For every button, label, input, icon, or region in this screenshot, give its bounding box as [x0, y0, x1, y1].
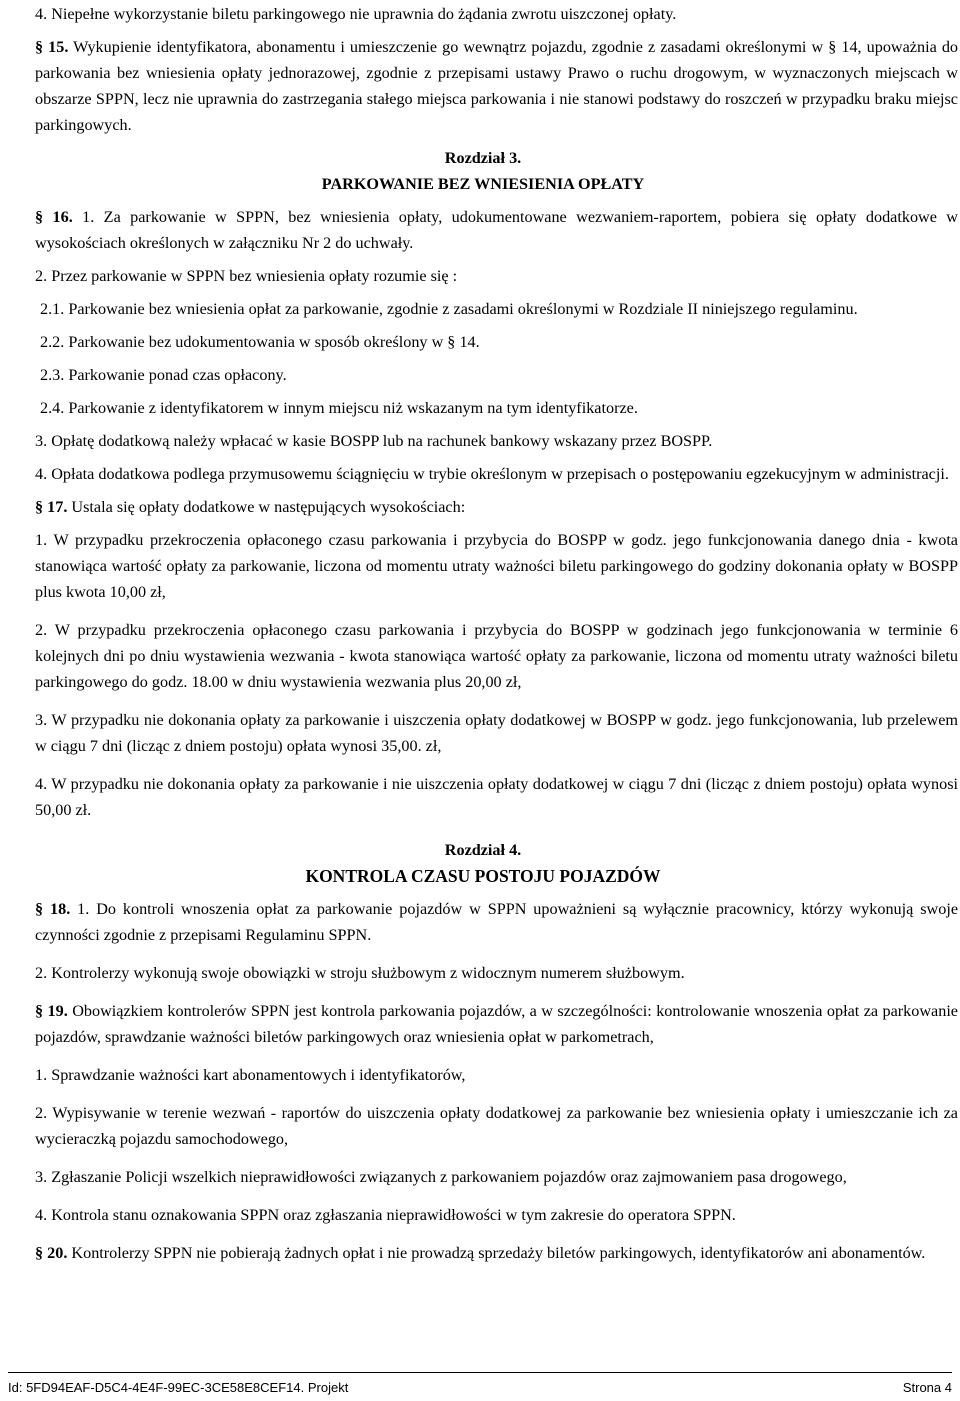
- document-id: Id: 5FD94EAF-D5C4-4E4F-99EC-3CE58E8CEF14. Projekt: [8, 1380, 349, 1395]
- section-18: [8, 896, 958, 948]
- paragraph-15-4: 4. Niepełne wykorzystanie biletu parkingowego nie uprawnia do żądania zwrotu uiszczonej opłaty.: [35, 5, 677, 23]
- section-15: [8, 34, 958, 138]
- section-18-2: 2. Kontrolerzy wykonują swoje obowiązki w stroju służbowym z widocznym numerem służbowym.: [35, 964, 685, 982]
- chapter-4-name: KONTROLA CZASU POSTOJU POJAZDÓW: [305, 866, 661, 886]
- section-16: [8, 204, 958, 256]
- chapter-3-title: Rozdział 3.: [444, 149, 522, 167]
- section-16-4: 4. Opłata dodatkowa podlega przymusowemu ściągnięciu w trybie określonym w przepisach o postępowaniu egzekucyjnym w administracji.: [35, 465, 949, 483]
- section-17-3: 3. W przypadku nie dokonania opłaty za parkowanie i uiszczenia opłaty dodatkowej w BOSPP w godz. jego funkcjonowania, lub przelewem w ciągu 7 dni (licząc z dniem postoju) opłata wynosi 35,00. zł,: [35, 711, 958, 755]
- section-19-number: § 19.: [35, 1002, 68, 1020]
- page-number: Strona 4: [902, 1380, 952, 1395]
- section-18-1-text: 1. Do kontroli wnoszenia opłat za parkowanie pojazdów w SPPN upoważnieni są wyłącznie pracownicy, którzy wykonują swoje czynności zgodnie z przepisami Regulaminu SPPN.: [35, 900, 959, 944]
- section-16-2: 2. Przez parkowanie w SPPN bez wniesienia opłaty rozumie się :: [35, 267, 458, 285]
- section-20-number: § 20.: [35, 1244, 68, 1262]
- section-16-2-1: 2.1. Parkowanie bez wniesienia opłat za parkowanie, zgodnie z zasadami określonymi w Rozdziale II niniejszego regulaminu.: [40, 300, 858, 318]
- chapter-4-title: Rozdział 4.: [444, 841, 522, 859]
- section-16-2-3: 2.3. Parkowanie ponad czas opłacony.: [40, 366, 287, 384]
- section-16-3: 3. Opłatę dodatkową należy wpłacać w kasie BOSPP lub na rachunek bankowy wskazany przez BOSPP.: [35, 432, 713, 450]
- section-16-1-text: 1. Za parkowanie w SPPN, bez wniesienia opłaty, udokumentowane wezwaniem-raportem, pobiera się opłaty dodatkowe w wysokościach określonych w załączniku Nr 2 do uchwały.: [35, 208, 958, 252]
- section-16-2-4: 2.4. Parkowanie z identyfikatorem w innym miejscu niż wskazanym na tym identyfikatorze.: [40, 399, 638, 417]
- section-17-text: Ustala się opłaty dodatkowe w następujących wysokościach:: [67, 498, 466, 516]
- section-17-4: 4. W przypadku nie dokonania opłaty za parkowanie i nie uiszczenia opłaty dodatkowej w ciągu 7 dni (licząc z dniem postoju) opłata wynosi 50,00 zł.: [35, 775, 958, 819]
- section-15-text: Wykupienie identyfikatora, abonamentu i umieszczenie go wewnątrz pojazdu, zgodnie z zasadami określonymi w § 14, upoważnia do parkowania bez wniesienia opłaty jednorazowej, zgodnie z przepisami ustawy Prawo o ruchu drogowym, w wyznaczonych miejscach w obszarze SPPN, lecz nie uprawnia do zastrzegania stałego miejsca parkowania i nie stanowi podstawy do roszczeń w przypadku braku miejsc parkingowych.: [35, 38, 959, 134]
- section-19-text: Obowiązkiem kontrolerów SPPN jest kontrola parkowania pojazdów, a w szczególności: kontrolowanie wnoszenia opłat za parkowanie pojazdów, sprawdzanie ważności biletów parkingowych oraz wniesienia opłat w parkometrach,: [35, 1002, 958, 1046]
- section-20-text: Kontrolerzy SPPN nie pobierają żadnych opłat i nie prowadzą sprzedaży biletów parkingowych, identyfikatorów ani abonamentów.: [67, 1244, 926, 1262]
- section-15-number: § 15.: [35, 38, 69, 56]
- section-20: [8, 1240, 958, 1266]
- section-16-2-2: 2.2. Parkowanie bez udokumentowania w sposób określony w § 14.: [40, 333, 480, 351]
- section-19-2: 2. Wypisywanie w terenie wezwań - raportów do uiszczenia opłaty dodatkowej za parkowanie bez wniesienia opłaty i umieszczanie ich za wycieraczką pojazdu samochodowego,: [35, 1104, 958, 1148]
- section-19-4: 4. Kontrola stanu oznakowania SPPN oraz zgłaszania nieprawidłowości w tym zakresie do operatora SPPN.: [35, 1206, 736, 1224]
- section-19-3: 3. Zgłaszanie Policji wszelkich nieprawidłowości związanych z parkowaniem pojazdów oraz zajmowaniem pasa drogowego,: [35, 1168, 847, 1186]
- section-16-number: § 16.: [35, 208, 73, 226]
- section-17-1: 1. W przypadku przekroczenia opłaconego czasu parkowania i przybycia do BOSPP w godz. jego funkcjonowania danego dnia - kwota stanowiąca wartość opłaty za parkowanie, liczona od momentu utraty ważności biletu parkingowego do godziny dokonania opłaty w BOSPP plus kwota 10,00 zł,: [35, 531, 958, 601]
- section-17-number: § 17.: [35, 498, 68, 516]
- chapter-3-name: PARKOWANIE BEZ WNIESIENIA OPŁATY: [321, 175, 645, 193]
- section-19: [8, 998, 958, 1050]
- section-17: [8, 494, 958, 520]
- section-19-1: 1. Sprawdzanie ważności kart abonamentowych i identyfikatorów,: [35, 1066, 466, 1084]
- section-17-2: 2. W przypadku przekroczenia opłaconego czasu parkowania i przybycia do BOSPP w godzinach jego funkcjonowania w terminie 6 kolejnych dni po dniu wystawienia wezwania - kwota stanowiąca wartość opłaty za parkowanie, liczona od momentu utraty ważności biletu parkingowego do godz. 18.00 w dniu wystawienia wezwania plus 20,00 zł,: [35, 621, 958, 691]
- document-page: [8, 0, 958, 1266]
- section-18-number: § 18.: [35, 900, 71, 918]
- page-footer: [8, 1372, 952, 1397]
